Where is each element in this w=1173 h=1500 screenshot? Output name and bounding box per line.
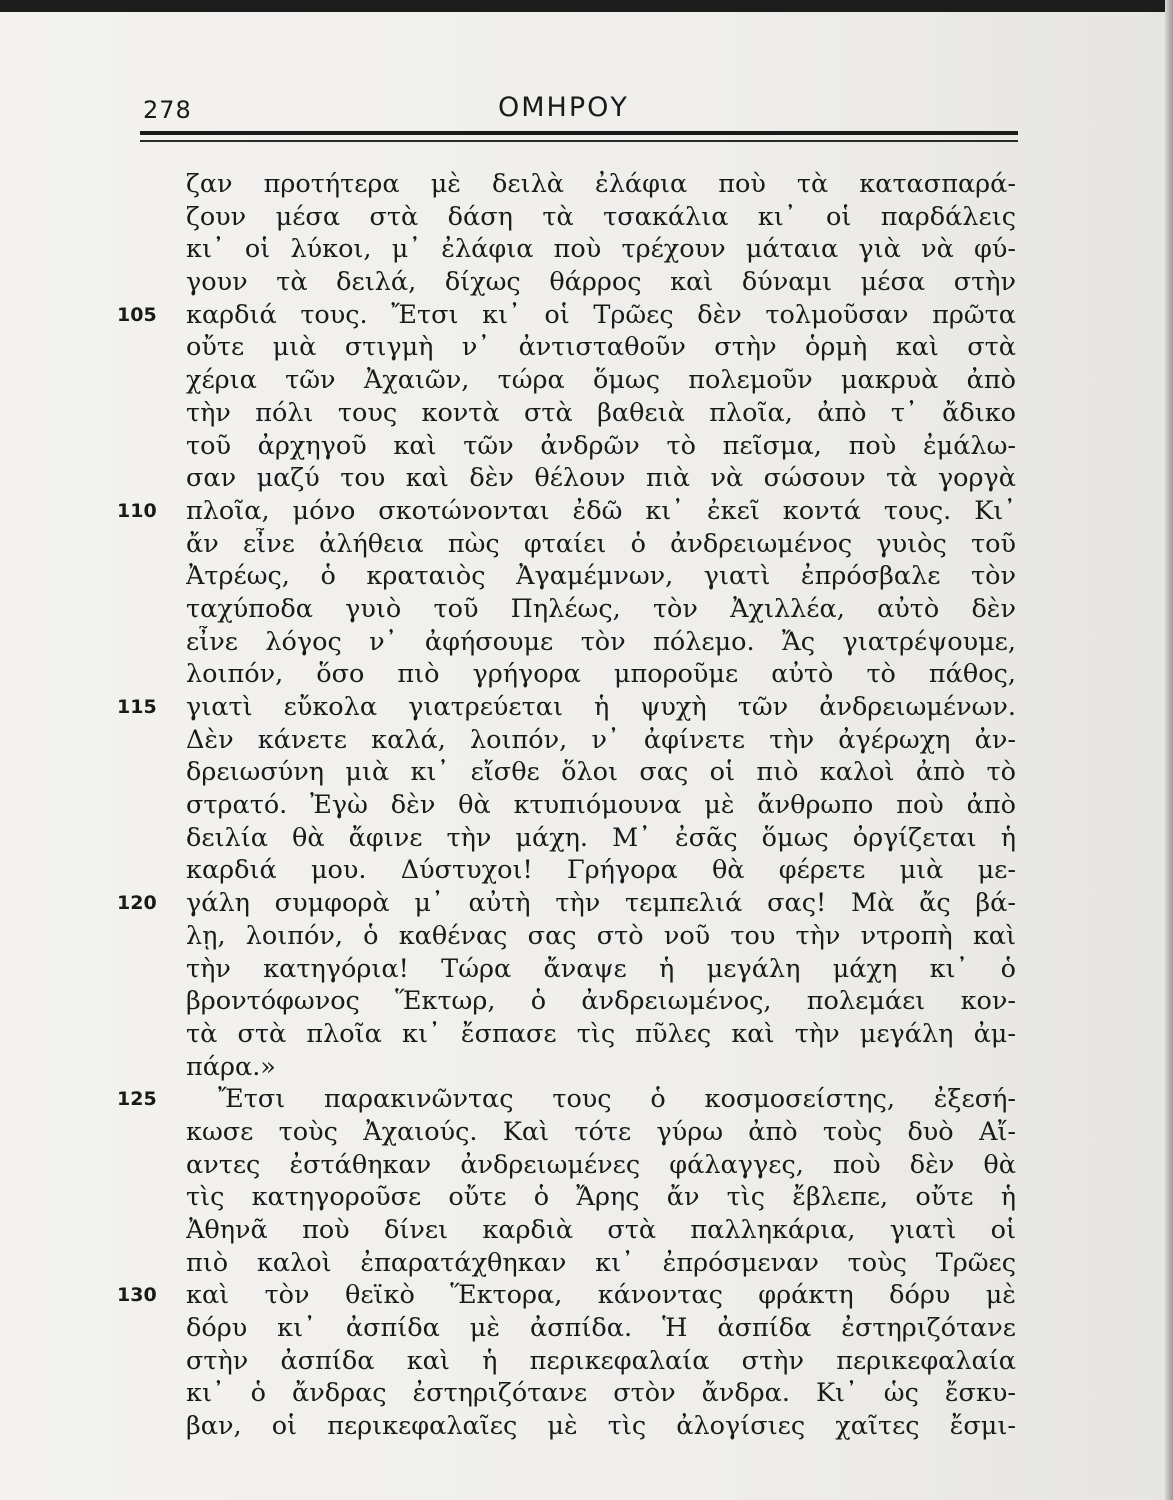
line-text: αντες ἐστάθηκαν ἀνδρειωμένες φάλαγγες, ποὺ δὲν θὰ <box>186 1149 1016 1180</box>
line-text: καὶ τὸν θεϊκὸ Ἕκτορα, κάνοντας φράκτη δόρυ μὲ <box>186 1280 1016 1311</box>
text-line <box>0 560 1173 593</box>
line-text: ἄν εἶνε ἀλήθεια πὼς φταίει ὁ ἀνδρειωμένος γυιὸς τοῦ <box>186 528 1016 559</box>
text-line <box>0 1181 1173 1214</box>
line-text: τὴν κατηγόρια! Τώρα ἄναψε ἡ μεγάλη μάχη κι᾿ ὁ <box>186 953 1016 984</box>
line-text: λῃ, λοιπόν, ὁ καθένας σας στὸ νοῦ του τὴν ντροπὴ καὶ <box>186 920 1016 951</box>
text-line <box>0 299 1173 332</box>
text-line <box>0 397 1173 430</box>
page-number: 278 <box>143 96 192 124</box>
line-text: πάρα.» <box>186 1051 276 1082</box>
text-line <box>0 1083 1173 1116</box>
text-line <box>0 1214 1173 1247</box>
line-text: κωσε τοὺς Ἀχαιούς. Καὶ τότε γύρω ἀπὸ τοὺς δυὸ Αἴ- <box>186 1116 1016 1147</box>
line-text: δρειωσύνη μιὰ κι᾿ εἴσθε ὅλοι σας οἱ πιὸ καλοὶ ἀπὸ τὸ <box>186 757 1016 788</box>
text-line <box>0 626 1173 659</box>
line-text: ταχύποδα γυιὸ τοῦ Πηλέως, τὸν Ἀχιλλέα, αὐτὸ δὲν <box>186 593 1016 624</box>
text-line <box>0 724 1173 757</box>
line-text: γιατὶ εὔκολα γιατρεύεται ἡ ψυχὴ τῶν ἀνδρειωμένων. <box>186 692 1016 722</box>
line-text: βαν, οἱ περικεφαλαῖες μὲ τὶς ἀλογίσιες χαῖτες ἔσμι- <box>186 1411 1016 1442</box>
text-line <box>0 1312 1173 1345</box>
line-text: Ἀθηνᾶ ποὺ δίνει καρδιὰ στὰ παλληκάρια, γιατὶ οἱ <box>186 1215 1016 1245</box>
text-line <box>0 1018 1173 1051</box>
text-block <box>0 168 1173 1443</box>
text-line <box>0 985 1173 1018</box>
line-text: Ἔτσι παρακινῶντας τους ὁ κοσμοσείστης, ἐξεσή- <box>218 1084 1016 1115</box>
text-line <box>0 201 1173 234</box>
text-line <box>0 854 1173 887</box>
text-line <box>0 1345 1173 1378</box>
line-number: 120 <box>117 892 157 915</box>
text-line <box>0 1116 1173 1149</box>
line-number: 105 <box>117 303 157 326</box>
line-text: ζαν προτήτερα μὲ δειλὰ ἐλάφια ποὺ τὰ κατασπαρά- <box>186 169 1016 199</box>
line-text: Ἀτρέως, ὁ κραταιὸς Ἀγαμέμνων, γιατὶ ἐπρόσβαλε τὸν <box>186 561 1016 592</box>
line-text: τὴν πόλι τους κοντὰ στὰ βαθειὰ πλοῖα, ἀπὸ τ᾿ ἄδικο <box>186 397 1016 428</box>
line-text: οὔτε μιὰ στιγμὴ ν᾿ ἀντισταθοῦν στὴν ὁρμὴ καὶ στὰ <box>186 332 1016 363</box>
line-text: στὴν ἀσπίδα καὶ ἡ περικεφαλαία στὴν περικεφαλαία <box>186 1345 1016 1376</box>
text-line <box>0 658 1173 691</box>
line-text: τὰ στὰ πλοῖα κι᾿ ἔσπασε τὶς πῦλες καὶ τὴν μεγάλη ἀμ- <box>186 1018 1016 1049</box>
text-line <box>0 1051 1173 1084</box>
text-line <box>0 331 1173 364</box>
text-line <box>0 920 1173 953</box>
text-line <box>0 691 1173 724</box>
text-line <box>0 1279 1173 1312</box>
header-rule-thin <box>140 140 1018 142</box>
text-line <box>0 495 1173 528</box>
line-text: δειλία θὰ ἄφινε τὴν μάχη. Μ᾿ ἐσᾶς ὅμως ὀργίζεται ἡ <box>186 822 1016 853</box>
line-text: καρδιά τους. Ἔτσι κι᾿ οἱ Τρῶες δὲν τολμοῦσαν πρῶτα <box>186 299 1016 330</box>
text-line <box>0 266 1173 299</box>
line-text: δόρυ κι᾿ ἀσπίδα μὲ ἀσπίδα. Ἡ ἀσπίδα ἐστηριζότανε <box>186 1313 1016 1344</box>
text-line <box>0 462 1173 495</box>
line-number: 130 <box>117 1284 157 1307</box>
text-line <box>0 887 1173 920</box>
line-text: χέρια τῶν Ἀχαιῶν, τώρα ὅμως πολεμοῦν μακρυὰ ἀπὸ <box>186 365 1016 396</box>
line-text: ζουν μέσα στὰ δάση τὰ τσακάλια κι᾿ οἱ παρδάλεις <box>186 201 1016 232</box>
line-number: 115 <box>117 696 157 718</box>
line-text: σαν μαζύ του καὶ δὲν θέλουν πιὰ νὰ σώσουν τὰ γοργὰ <box>186 463 1016 494</box>
text-line <box>0 1247 1173 1280</box>
line-text: καρδιά μου. Δύστυχοι! Γρήγορα θὰ φέρετε μιὰ με- <box>186 855 1016 886</box>
line-text: γουν τὰ δειλά, δίχως θάρρος καὶ δύναμι μέσα στὴν <box>186 267 1016 298</box>
text-line <box>0 822 1173 855</box>
line-text: κι᾿ οἱ λύκοι, μ᾿ ἐλάφια ποὺ τρέχουν μάταια γιὰ νὰ φύ- <box>186 234 1016 265</box>
line-number: 110 <box>117 499 157 522</box>
line-text: κι᾿ ὁ ἄνδρας ἐστηριζότανε στὸν ἄνδρα. Κι᾿ ὡς ἔσκυ- <box>186 1378 1016 1409</box>
line-text: λοιπόν, ὅσο πιὸ γρήγορα μποροῦμε αὐτὸ τὸ πάθος, <box>186 659 1016 690</box>
line-text: πλοῖα, μόνο σκοτώνονται ἐδῶ κι᾿ ἐκεῖ κοντά τους. Κι᾿ <box>186 495 1016 526</box>
text-line <box>0 1410 1173 1443</box>
text-line <box>0 233 1173 266</box>
line-text: βροντόφωνος Ἕκτωρ, ὁ ἀνδρειωμένος, πολεμάει κον- <box>186 986 1016 1017</box>
line-text: γάλη συμφορὰ μ᾿ αὐτὴ τὴν τεμπελιά σας! Μὰ ἄς βά- <box>186 888 1016 919</box>
line-text: πιὸ καλοὶ ἐπαρατάχθηκαν κι᾿ ἐπρόσμεναν τοὺς Τρῶες <box>186 1247 1016 1278</box>
text-line <box>0 593 1173 626</box>
text-line <box>0 1149 1173 1182</box>
line-number: 125 <box>117 1088 157 1111</box>
line-text: εἶνε λόγος ν᾿ ἀφήσουμε τὸν πόλεμο. Ἄς γιατρέψουμε, <box>186 626 1016 657</box>
text-line <box>0 528 1173 561</box>
text-line <box>0 364 1173 397</box>
line-text: στρατό. Ἐγὼ δὲν θὰ κτυπιόμουνα μὲ ἄνθρωπο ποὺ ἀπὸ <box>186 790 1016 821</box>
line-text: τὶς κατηγοροῦσε οὔτε ὁ Ἄρης ἄν τὶς ἔβλεπε, οὔτε ἡ <box>186 1182 1016 1213</box>
text-line <box>0 430 1173 463</box>
text-line <box>0 953 1173 986</box>
running-head: ΟΜΗΡΟΥ <box>498 92 629 123</box>
line-text: Δὲν κάνετε καλά, λοιπόν, ν᾿ ἀφίνετε τὴν ἀγέρωχη ἀν- <box>186 724 1016 755</box>
page-top-edge <box>0 0 1173 12</box>
text-line <box>0 168 1173 201</box>
header-rule <box>140 131 1018 135</box>
text-line <box>0 756 1173 789</box>
text-line <box>0 1377 1173 1410</box>
line-text: τοῦ ἀρχηγοῦ καὶ τῶν ἀνδρῶν τὸ πεῖσμα, ποὺ ἐμάλω- <box>186 430 1016 461</box>
text-line <box>0 789 1173 822</box>
